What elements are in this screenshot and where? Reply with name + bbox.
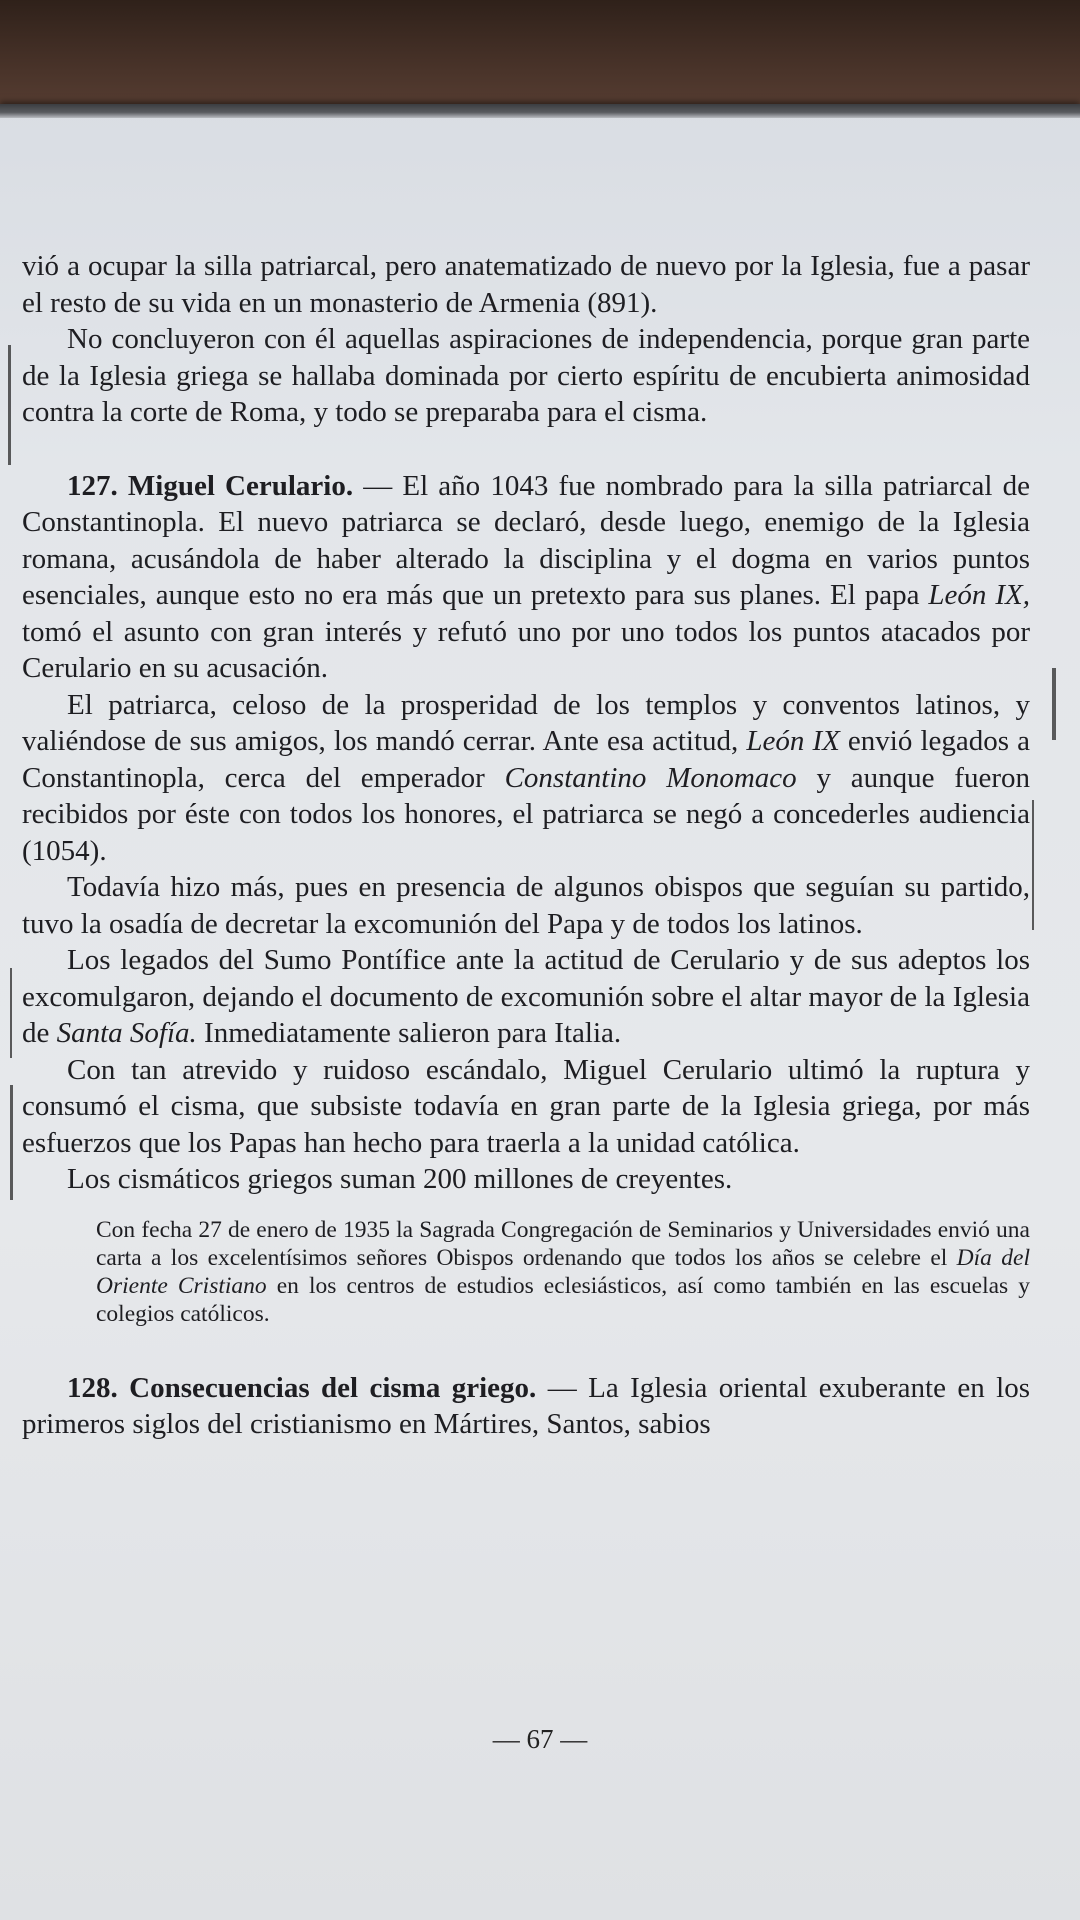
page-number: — 67 — [492,1724,588,1754]
pencil-margin-mark [10,1085,13,1200]
section-number: 128. [67,1371,118,1404]
section-title: Miguel Cerulario. [127,469,354,502]
paragraph-independence: No concluyeron con él aquellas aspiraciones de independencia, porque gran parte de la Iglesia griega se hallaba dominada por cierto espíritu de encubierta animosidad contra la corte de Roma, y todo se preparaba para el cisma. [22,323,1030,428]
italic-name: Santa Sofía. [56,1017,197,1049]
pencil-margin-mark [8,345,11,465]
paragraph-excommunication: Todavía hizo más, pues en presencia de algunos obispos que seguían su partido, tuvo la osadía de decretar la excomunión del Papa y de todos los latinos. [22,871,1030,940]
italic-name: Día del Oriente Cristiano [96,1244,1030,1299]
paragraph-santa-sofia: Los legados del Sumo Pontífice ante la actitud de Cerulario y de sus adeptos los excomulgaron, dejando el documento de excomunión sobre el altar mayor de la Iglesia de Santa Sofía. Inmediatamente salieron para Italia. [22,944,1030,1049]
section-128 [22,1370,1030,1443]
section-number: 127. [67,469,118,502]
italic-name: Constantino Monomaco [504,761,797,794]
footnote-box: Con fecha 27 de enero de 1935 la Sagrada Congregación de Seminarios y Universidades envió una carta a los excelentísimos señores Obispos ordenando que todos los años se celebre el Día del Oriente Cristiano en los centros de estudios eclesiásticos, así como también en las escuelas y colegios católicos. [96,1216,1031,1327]
page-edge-shadow [0,104,1080,118]
paragraph-believers: Los cismáticos griegos suman 200 millones de creyentes. [67,1163,733,1195]
paragraph-schism: Con tan atrevido y ruidoso escándalo, Miguel Cerulario ultimó la ruptura y consumó el cisma, que subsiste todavía en gran parte de la Iglesia griega, por más esfuerzos que los Papas han hecho para traerla a la unidad católica. [22,1053,1030,1159]
section-127 [22,468,1030,687]
section-text: — El año 1043 fue nombrado para la silla patriarcal de Constantinopla. El nuevo patriarca se declaró, desde luego, enemigo de la Iglesia romana, acusándola de haber alterado la disciplina y el dogma en varios puntos esenciales, aunque esto no era más que un pretexto para sus planes. El papa [22,469,1030,611]
italic-name: León IX, [928,579,1030,611]
pencil-margin-mark [10,968,12,1058]
section-text: — La Iglesia oriental exuberante en los primeros siglos del cristianismo en Mártires, Santos, sabios [22,1371,1031,1440]
pencil-margin-mark [1032,800,1034,930]
section-text: tomó el asunto con gran interés y refutó uno por uno todos los puntos atacados por Cerulario en su acusación. [22,615,1030,684]
document-body [22,248,1030,1443]
table-background [0,0,1080,120]
paragraph-legates: El patriarca, celoso de la prosperidad de los templos y conventos latinos, y valiéndose de sus amigos, los mandó cerrar. Ante esa actitud, León IX envió legados a Constantinopla, cerca del emperador Constantino Monomaco y aunque fueron recibidos por éste con todos los honores, el patriarca se negó a concederles audiencia (1054). [22,688,1031,867]
paragraph-armenia: vió a ocupar la silla patriarcal, pero anatematizado de nuevo por la Iglesia, fue a pasar el resto de su vida en un monasterio de Armenia (891). [22,250,1030,319]
pencil-margin-mark [1052,668,1056,740]
italic-name: León IX [746,725,840,757]
section-title: Consecuencias del cisma griego. [129,1371,537,1404]
